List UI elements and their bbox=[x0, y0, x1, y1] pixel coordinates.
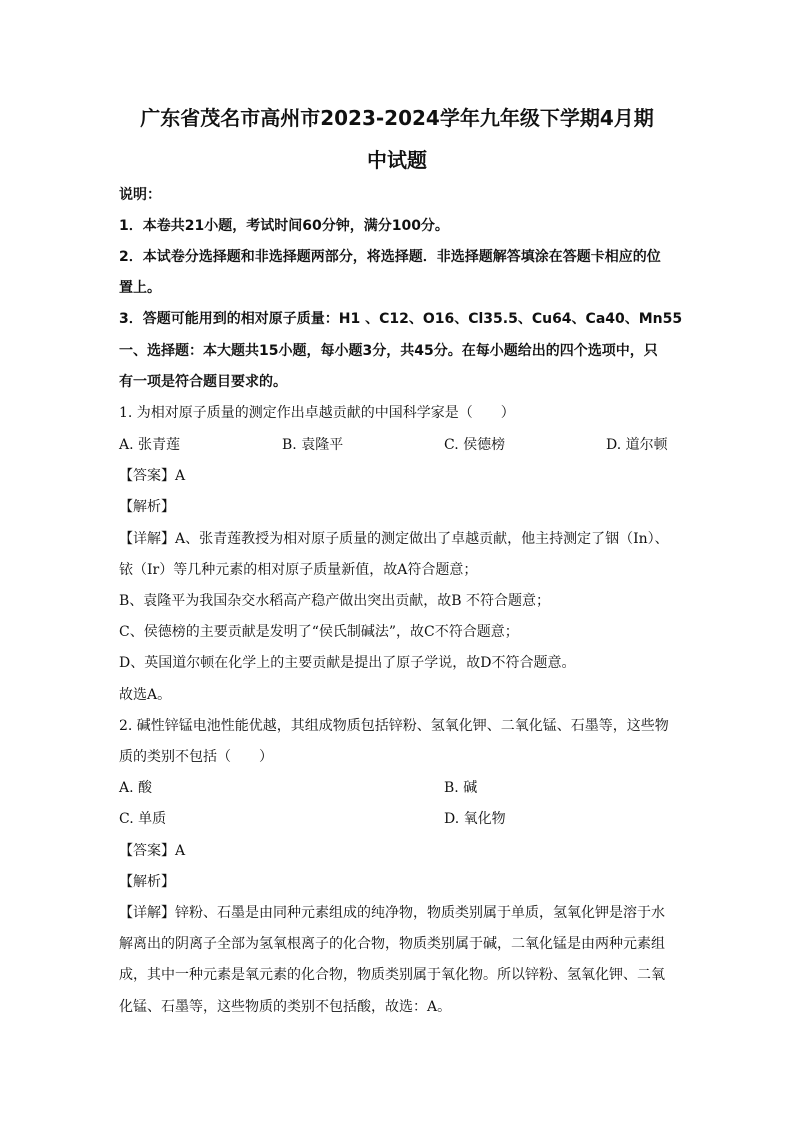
section-heading-line-2: 有一项是符合题目要求的。 bbox=[119, 374, 287, 390]
instruction-2-continued: 置上。 bbox=[119, 280, 161, 296]
question-2-stem-line-1: 2. 碱性锌锰电池性能优越，其组成物质包括锌粉、氢氧化钾、二氧化锰、石墨等，这些物 bbox=[119, 718, 669, 734]
question-2-detail-4: 化锰、石墨等，这些物质的类别不包括酸，故选：A。 bbox=[119, 999, 452, 1015]
question-2-option-d: D. 氧化物 bbox=[444, 811, 506, 827]
question-1-option-b: B. 袁隆平 bbox=[282, 437, 344, 453]
question-1-detail-2: 铱（Ir）等几种元素的相对原子质量新值，故A符合题意； bbox=[119, 562, 478, 578]
question-1-option-a: A. 张青莲 bbox=[119, 437, 181, 453]
question-2-stem-line-2: 质的类别不包括（ ） bbox=[119, 749, 273, 765]
question-2-option-a: A. 酸 bbox=[119, 780, 153, 796]
question-2-option-b: B. 碱 bbox=[444, 780, 478, 796]
question-1-detail-6: 故选A。 bbox=[119, 687, 172, 703]
question-1-answer: 【答案】A bbox=[119, 468, 186, 484]
question-2-answer: 【答案】A bbox=[119, 843, 186, 859]
question-1-detail-3: B、袁隆平为我国杂交水稻高产稳产做出突出贡献，故B 不符合题意； bbox=[119, 593, 551, 609]
instruction-1: 1．本卷共21小题，考试时间60分钟，满分100分。 bbox=[119, 218, 449, 234]
instruction-2: 2．本试卷分选择题和非选择题两部分，将选择题．非选择题解答填涂在答题卡相应的位 bbox=[119, 249, 661, 265]
page-title-line-2: 中试题 bbox=[367, 148, 427, 172]
question-1-analysis-label: 【解析】 bbox=[119, 499, 175, 515]
question-2-detail-1: 【详解】锌粉、石墨是由同种元素组成的纯净物，物质类别属于单质，氢氧化钾是溶于水 bbox=[119, 905, 665, 921]
question-2-analysis-label: 【解析】 bbox=[119, 874, 175, 890]
question-1-option-c: C. 侯德榜 bbox=[444, 437, 506, 453]
question-1-detail-1: 【详解】A、张青莲教授为相对原子质量的测定做出了卓越贡献，他主持测定了铟（In）、 bbox=[119, 531, 669, 547]
question-1-stem: 1. 为相对原子质量的测定作出卓越贡献的中国科学家是（ ） bbox=[119, 405, 515, 421]
question-2-option-c: C. 单质 bbox=[119, 811, 167, 827]
page-title-line-1: 广东省茂名市高州市2023-2024学年九年级下学期4月期 bbox=[140, 106, 654, 130]
question-1-detail-5: D、英国道尔顿在化学上的主要贡献是提出了原子学说，故D不符合题意。 bbox=[119, 655, 576, 671]
question-2-detail-3: 成，其中一种元素是氧元素的化合物，物质类别属于氧化物。所以锌粉、氢氧化钾、二氧 bbox=[119, 967, 665, 983]
instruction-3: 3．答题可能用到的相对原子质量：H1 、C12、O16、Cl35.5、Cu64、Ca40、Mn55 bbox=[119, 311, 683, 327]
question-1-detail-4: C、侯德榜的主要贡献是发明了“侯氏制碱法”，故C不符合题意； bbox=[119, 624, 519, 640]
question-1-option-d: D. 道尔顿 bbox=[606, 437, 668, 453]
question-2-detail-2: 解离出的阴离子全部为氢氧根离子的化合物，物质类别属于碱，二氧化锰是由两种元素组 bbox=[119, 936, 665, 952]
section-heading-line-1: 一、选择题：本大题共15小题，每小题3分，共45分。在每小题给出的四个选项中，只 bbox=[119, 343, 658, 359]
instructions-heading: 说明： bbox=[119, 187, 161, 203]
